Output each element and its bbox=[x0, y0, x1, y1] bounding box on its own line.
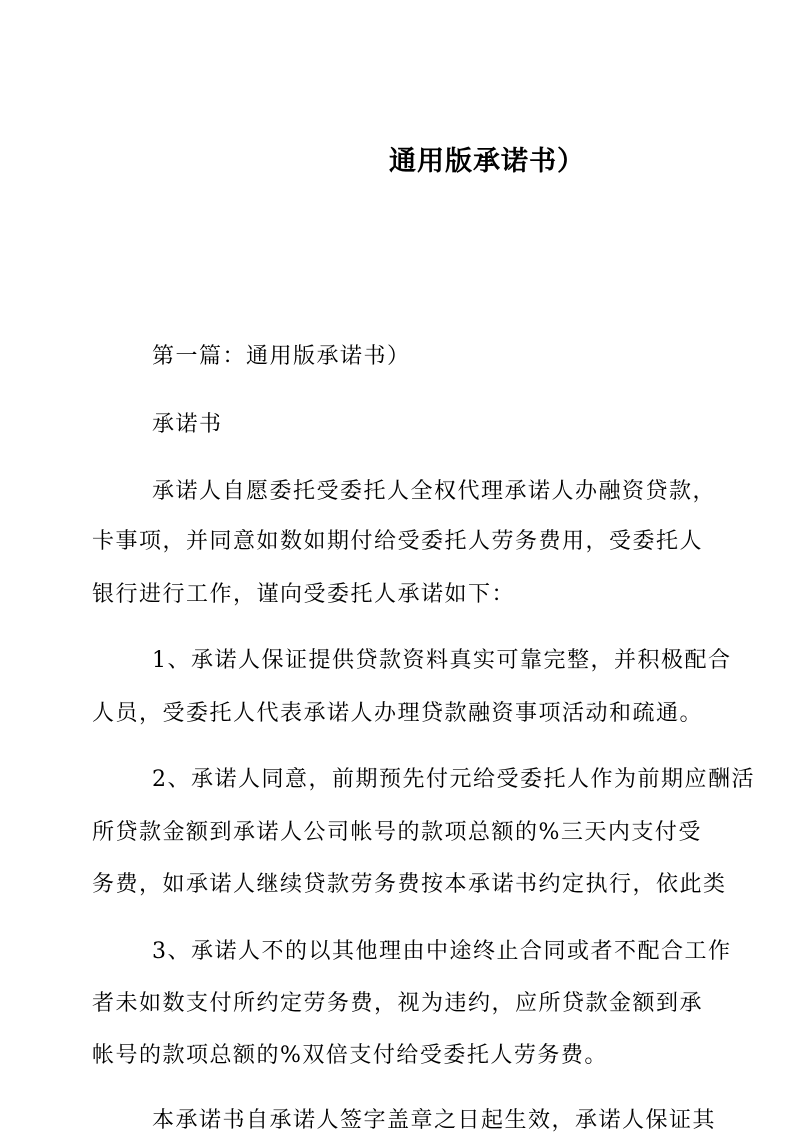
paragraph-line: 者未如数支付所约定劳务费，视为违约，应所贷款金额到承 bbox=[92, 991, 704, 1016]
paragraph-line: 承诺人自愿委托受委托人全权代理承诺人办融资贷款， bbox=[152, 479, 717, 504]
document-title: 通用版承诺书） bbox=[389, 146, 585, 177]
paragraph-line: 帐号的款项总额的%双倍支付给受委托人劳务费。 bbox=[92, 1043, 608, 1068]
paragraph-line: 人员，受委托人代表承诺人办理贷款融资事项活动和疏通。 bbox=[92, 701, 704, 726]
document-subheading: 承诺书 bbox=[152, 412, 223, 437]
paragraph-line: 银行进行工作，谨向受委托人承诺如下： bbox=[92, 582, 516, 607]
paragraph-line: 2、承诺人同意，前期预先付元给受委托人作为前期应酬活 bbox=[152, 767, 755, 792]
paragraph-line: 1、承诺人保证提供贷款资料真实可靠完整，并积极配合 bbox=[152, 648, 732, 673]
document-heading: 第一篇：通用版承诺书） bbox=[152, 344, 411, 369]
paragraph-line: 卡事项，并同意如数如期付给受委托人劳务费用，受委托人 bbox=[92, 529, 704, 554]
paragraph-line: 3、承诺人不的以其他理由中途终止合同或者不配合工作 bbox=[152, 939, 732, 964]
paragraph-line: 本承诺书自承诺人签字盖章之日起生效，承诺人保证其 bbox=[152, 1108, 717, 1132]
paragraph-line: 所贷款金额到承诺人公司帐号的款项总额的%三天内支付受 bbox=[92, 820, 702, 845]
paragraph-line: 务费，如承诺人继续贷款劳务费按本承诺书约定执行，依此类 bbox=[92, 872, 727, 897]
